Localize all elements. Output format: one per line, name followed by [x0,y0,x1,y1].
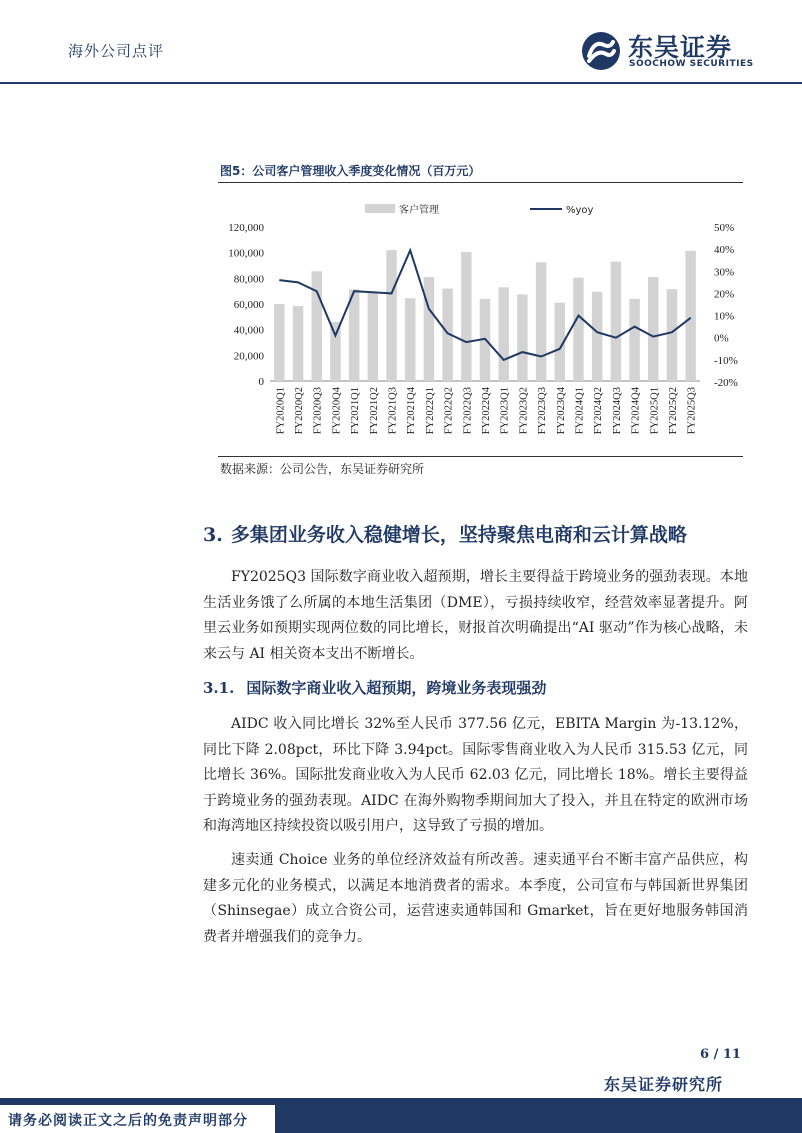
figure-bottom-rule [218,456,743,457]
revenue-bar [667,289,677,381]
revenue-bar [424,277,434,381]
x-axis-category-label: FY2020Q3 [312,387,324,435]
x-axis-category-label: FY2022Q3 [462,387,474,435]
x-axis-category-label: FY2024Q4 [630,387,642,435]
footer-organization: 东吴证券研究所 [604,1075,724,1094]
left-axis-tick-label: 20,000 [233,350,264,363]
x-axis-category-label: FY2023Q4 [555,387,567,435]
left-axis-tick-label: 80,000 [233,273,264,286]
figure-top-rule [218,182,743,183]
x-axis-category-label: FY2020Q2 [294,387,306,435]
section-3-body [203,565,748,667]
x-axis-category-label: FY2021Q1 [350,387,362,435]
logo-name: 东吴证券 [628,33,733,62]
legend-bar-swatch [365,204,395,213]
left-axis-tick-label: 120,000 [228,222,264,234]
x-axis-category-label: FY2024Q1 [574,387,586,435]
x-axis-category-label: FY2023Q3 [537,387,549,435]
revenue-bar [536,262,546,381]
x-axis-category-label: FY2022Q2 [443,387,455,435]
section-3-1-paragraph-2: 速卖通 Choice 业务的单位经济效益有所改善。速卖通平台不断丰富产品供应，构建多元化的业务模式，以满足本地消费者的需求。本季度，公司宣布与韩国新世界集团（Shinsegae）成立合资公司，运营速卖通韩国和 Gmarket，旨在更好地服务韩国消费者并增强我们的竞争力。 [203,852,748,945]
section-3-1-body-1 [203,712,748,840]
revenue-bar [461,252,471,381]
section-3-1-paragraph-1: AIDC 收入同比增长 32%至人民币 377.56 亿元，EBITA Margin 为-13.12%，同比下降 2.08pct，环比下降 3.94pct。国际零售商业收入为人民币 315.53 亿元，同比增长 36%。国际批发商业收入为人民币 62.03 亿元，同比增长 18%。增长主要得益于跨境业务的强劲表现。AIDC 在海外购物季期间加大了投入，并且在特定的欧洲市场和海湾地区持续投资以吸引用户，这导致了亏损的增加。 [203,716,748,834]
revenue-bar [330,322,340,381]
revenue-chart [210,195,745,450]
revenue-bar [368,292,378,381]
figure-title: 图5：公司客户管理收入季度变化情况（百万元） [220,164,481,178]
revenue-bar [517,294,527,381]
section-3-title: 多集团业务收入稳健增长，坚持聚焦电商和云计算战略 [230,524,687,546]
right-axis-tick-label: 20% [714,288,735,301]
footer-disclaimer: 请务必阅读正文之后的免责声明部分 [8,1113,248,1129]
revenue-bar [349,289,359,381]
revenue-bar [629,299,639,381]
right-axis-tick-label: 30% [714,266,735,279]
section-3-1-title: 国际数字商业收入超预期，跨境业务表现强劲 [246,679,547,697]
section-3-1-heading [203,677,546,698]
left-axis-tick-label: 100,000 [228,247,264,260]
header-section-label: 海外公司点评 [68,42,165,60]
section-3-heading [203,520,687,547]
figure-source: 数据来源：公司公告，东吴证券研究所 [220,462,425,476]
x-axis-category-label: FY2025Q2 [667,387,679,435]
revenue-bar [312,271,322,381]
revenue-bar [498,287,508,381]
revenue-bar [274,304,284,381]
legend-line-label: %yoy [566,205,594,216]
x-axis-category-label: FY2023Q2 [518,387,530,435]
x-axis-category-label: FY2021Q2 [368,387,380,435]
revenue-bar [573,278,583,381]
section-3-1-body-2 [203,848,748,950]
revenue-bar [592,292,602,381]
x-axis-category-label: FY2025Q1 [649,387,661,435]
section-3-number: 3. [203,524,223,546]
section-3-1-number: 3.1. [203,679,235,697]
right-axis-tick-label: 50% [714,222,735,234]
right-axis-tick-label: -10% [714,354,738,367]
x-axis-category-label: FY2023Q1 [499,387,511,435]
x-axis-category-label: FY2020Q4 [331,387,343,435]
x-axis-category-label: FY2021Q4 [406,387,418,435]
x-axis-category-label: FY2024Q3 [611,387,623,435]
x-axis-category-label: FY2022Q1 [424,387,436,435]
revenue-bar [685,251,695,381]
section-3-paragraph: FY2025Q3 国际数字商业收入超预期，增长主要得益于跨境业务的强劲表现。本地生活业务饿了么所属的本地生活集团（DME），亏损持续收窄，经营效率显著提升。阿里云业务如预期实现两位数的同比增长，财报首次明确提出“AI 驱动”作为核心战略，未来云与 AI 相关资本支出不断增长。 [203,569,748,662]
header-divider [0,82,802,84]
revenue-bar [405,298,415,381]
right-axis-tick-label: -20% [714,377,738,389]
left-axis-tick-label: 0 [258,376,264,388]
revenue-bar [293,306,303,381]
legend-bar-label: 客户管理 [399,205,439,216]
right-axis-tick-label: 0% [714,332,729,345]
right-axis-tick-label: 10% [714,310,735,323]
revenue-bar [648,277,658,381]
left-axis-tick-label: 40,000 [233,324,264,337]
revenue-bar [611,262,621,381]
revenue-bar [386,250,396,381]
page-number: 6 / 11 [700,1047,741,1062]
x-axis-category-label: FY2021Q3 [387,387,399,435]
right-axis-tick-label: 40% [714,244,735,257]
x-axis-category-label: FY2025Q3 [686,387,698,435]
left-axis-tick-label: 60,000 [233,299,264,311]
logo-english-name: SOOCHOW SECURITIES [629,59,754,69]
x-axis-category-label: FY2024Q2 [593,387,605,435]
x-axis-category-label: FY2020Q1 [275,387,287,435]
x-axis-category-label: FY2022Q4 [481,387,492,435]
